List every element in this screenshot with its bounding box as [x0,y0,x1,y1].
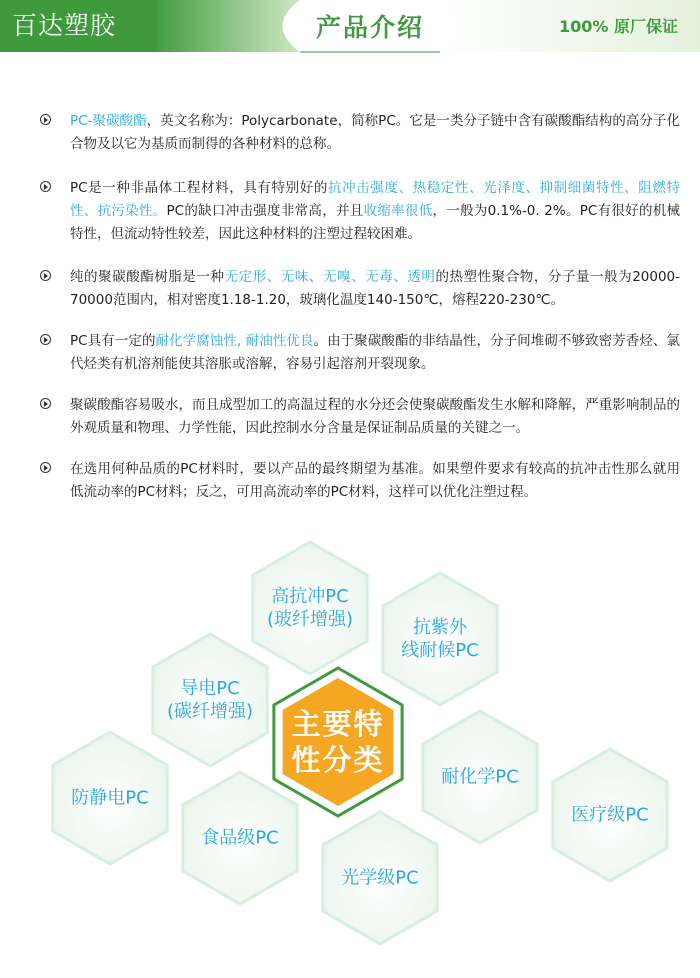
highlight-text: 抗冲击强度、热稳定性、光泽度、抑制细菌特性、阻燃特性、抗污染性。 [70,180,680,219]
body-text: 。由于聚碳酸酯的非结晶性，分子间堆砌不够致密芳香烃、氯代烃类有机溶剂能使其溶胀或溶解，容易引起溶剂开裂现象。 [70,333,680,372]
list-item [40,458,680,504]
hex-chemical-pc-label: 耐化学PC [441,766,519,788]
feature-hexagon-diagram [0,505,700,978]
list-item [40,266,680,312]
body-text: 聚碳酸酯容易吸水，而且成型加工的高温过程的水分还会使聚碳酸酯发生水解和降解，严重影响制品的外观质量和物理、力学性能，因此控制水分含量是保证制品质量的关键之一。 [70,397,680,436]
page-title: 产品介绍 [315,13,424,42]
paragraph [70,177,680,246]
bullet-icon [40,114,51,125]
paragraph [70,110,680,156]
body-text: 的热塑性聚合物，分子量一般为20000-70000范围内，相对密度1.18-1.20，玻璃化温度140-150℃，熔程220-230℃。 [70,269,681,308]
body-text: ，英文名称为：Polycarbonate，简称PC。它是一类分子链中含有碳酸酯结构的高分子化合物及以它为基质而制得的各种材料的总称。 [70,113,680,152]
paragraph [70,266,680,312]
highlight-text: PC-聚碳酸酯 [70,113,147,129]
body-text: PC具有一定的 [70,333,156,349]
list-item [40,177,680,246]
highlight-text: 收缩率很低 [363,203,433,219]
hex-center-label: 主要特 性分类 [291,707,385,777]
body-text: 在选用何种品质的PC材料时，要以产品的最终期望为基准。如果塑件要求有较高的抗冲击性那么就用低流动率的PC材料；反之，可用高流动率的PC材料，这样可以优化注塑过程。 [70,461,680,500]
brand-logo-text: 百达塑胶 [0,0,158,52]
bullet-icon [40,270,51,281]
bullet-icon [40,398,51,409]
list-item [40,110,680,156]
paragraph [70,458,680,504]
header [0,0,700,56]
hex-antistatic-pc-label: 防静电PC [71,787,149,809]
hex-optical-pc-label: 光学级PC [341,867,419,889]
guarantee-badge: 100% 原厂保证 [558,17,678,36]
paragraph [70,394,680,440]
list-item [40,330,680,376]
highlight-text: 无定形、无味、无嗅、无毒、透明 [224,269,436,285]
hex-uv-weather-pc-label: 抗紫外 线耐候PC [401,617,479,661]
hex-high-impact-pc-label: 高抗冲PC (玻纤增强) [266,586,354,630]
body-text: PC是一种非晶体工程材料，具有特别好的 [70,180,328,196]
list-item [40,394,680,440]
hex-medical-pc-label: 医疗级PC [571,804,649,826]
bullet-icon [40,462,51,473]
body-text: PC的缺口冲击强度非常高，并且 [166,203,364,219]
body-text: ，一般为0.1%-0. 2%。PC有很好的机械特性，但流动特性较差，因此这种材料的注塑过程较困难。 [70,203,681,242]
body-text: 纯的聚碳酸酯树脂是一种 [70,269,225,285]
bullet-icon [40,334,51,345]
highlight-text: 耐化学腐蚀性, 耐油性优良 [155,333,314,349]
hex-food-grade-pc-label: 食品级PC [201,827,279,849]
bullet-icon [40,181,51,192]
paragraph [70,330,680,376]
hex-conductive-pc-label: 导电PC (碳纤增强) [166,678,254,722]
